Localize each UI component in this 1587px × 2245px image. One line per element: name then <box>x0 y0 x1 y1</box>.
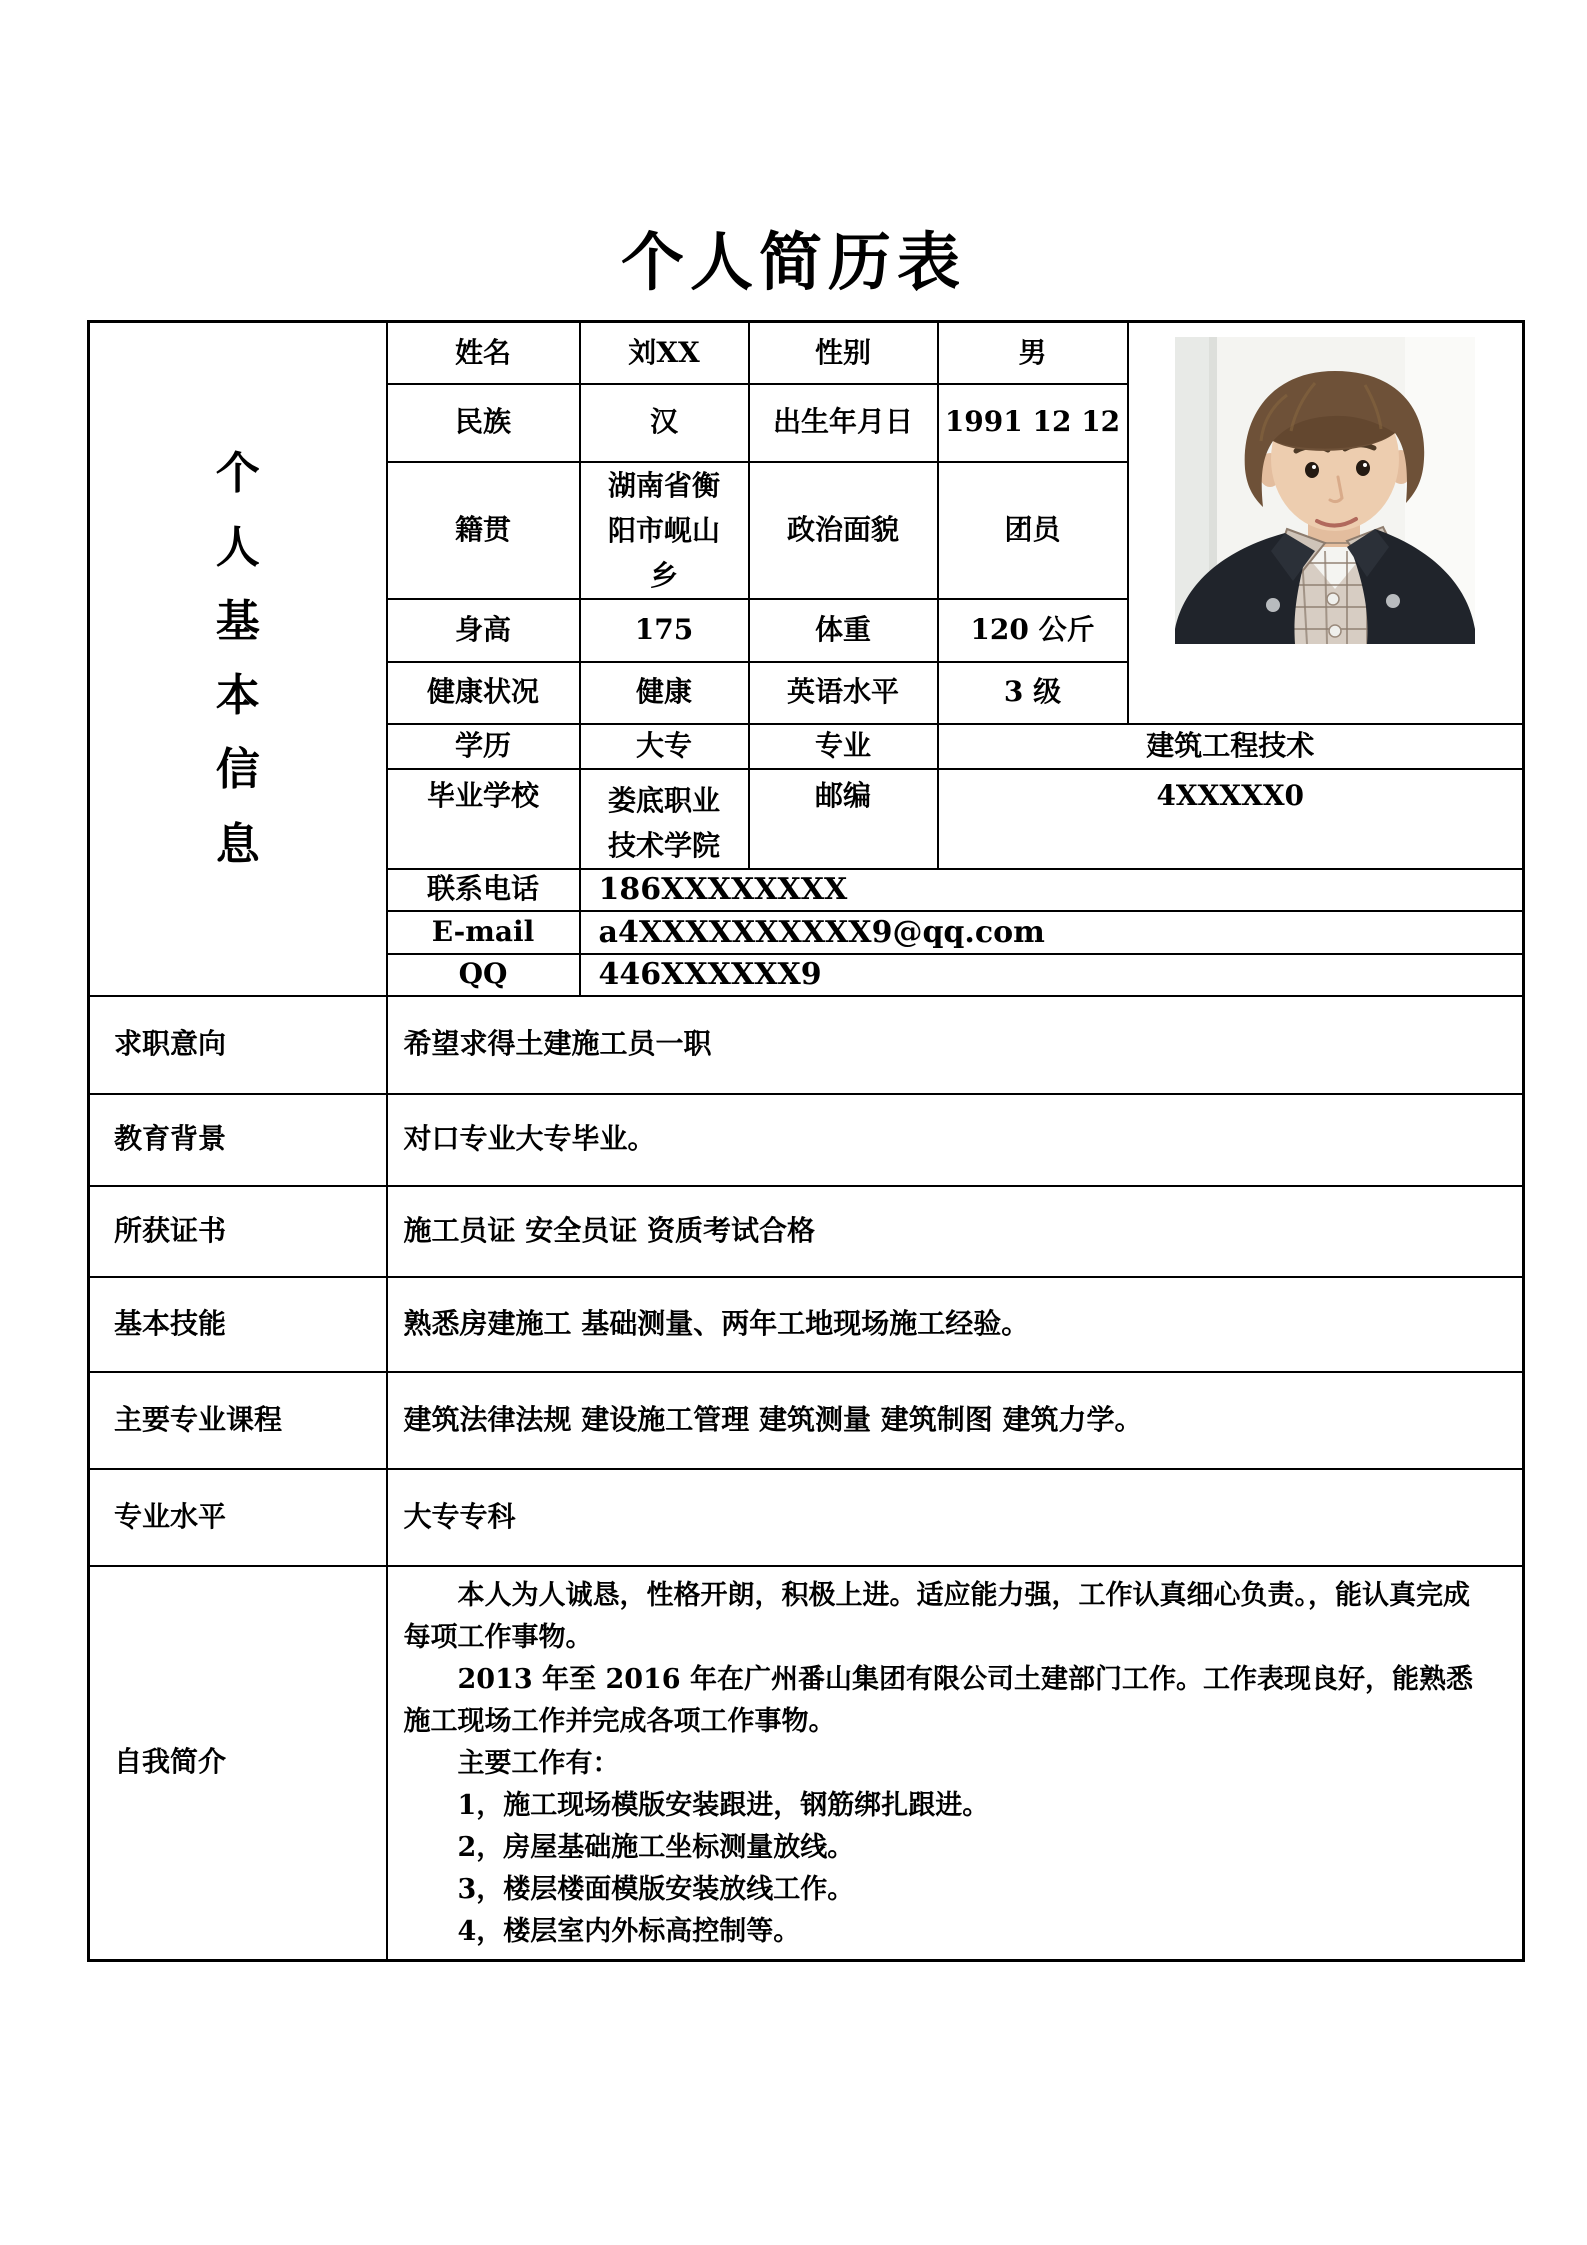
weight-label: 体重 <box>749 599 938 662</box>
major-courses-value: 建筑法律法规 建设施工管理 建筑测量 建筑制图 建筑力学。 <box>387 1372 1524 1469</box>
table-row <box>89 1566 1524 1961</box>
height-value: 175 <box>580 599 749 662</box>
table-row <box>89 322 1524 384</box>
major-label: 专业 <box>749 724 938 769</box>
school-label: 毕业学校 <box>387 769 580 869</box>
profile-paragraph: 主要工作有： <box>457 1747 620 1779</box>
phone-value: 186XXXXXXXX <box>580 869 1524 911</box>
education-label: 学历 <box>387 724 580 769</box>
postcode-value: 4XXXXX0 <box>938 769 1524 869</box>
major-value: 建筑工程技术 <box>938 724 1524 769</box>
table-row <box>89 1372 1524 1469</box>
portrait-photo-icon <box>1175 337 1475 644</box>
basic-skills-label: 基本技能 <box>89 1277 387 1372</box>
table-row <box>89 1186 1524 1277</box>
job-objective-value: 希望求得土建施工员一职 <box>387 996 1524 1094</box>
table-row <box>89 1094 1524 1186</box>
vlabel-char: 人 <box>215 521 260 573</box>
email-label: E-mail <box>387 911 580 954</box>
profile-list-item: 2，房屋基础施工坐标测量放线。 <box>457 1831 855 1863</box>
photo-cell <box>1128 322 1524 724</box>
education-background-label: 教育背景 <box>89 1094 387 1186</box>
table-row <box>89 1469 1524 1566</box>
health-value: 健康 <box>580 662 749 724</box>
table-row <box>89 996 1524 1094</box>
certificates-value: 施工员证 安全员证 资质考试合格 <box>387 1186 1524 1277</box>
basic-info-section-label <box>89 322 387 996</box>
vlabel-char: 基 <box>215 596 260 648</box>
profile-paragraph: 2013 年至 2016 年在广州番山集团有限公司土建部门工作。工作表现良好，能熟悉施工现场工作并完成各项工作事物。 <box>403 1663 1473 1737</box>
postcode-label: 邮编 <box>749 769 938 869</box>
profile-list-item: 1，施工现场模版安装跟进，钢筋绑扎跟进。 <box>457 1789 990 1821</box>
profile-list-item: 3，楼层楼面模版安装放线工作。 <box>457 1873 855 1905</box>
birthdate-value: 1991 12 12 <box>938 384 1128 462</box>
resume-table <box>87 320 1525 1962</box>
self-introduction-content <box>387 1566 1524 1961</box>
vlabel-char: 信 <box>215 744 260 796</box>
self-introduction-label: 自我简介 <box>89 1566 387 1961</box>
hometown-value: 湖南省衡阳市岘山乡 <box>580 462 749 599</box>
english-level-label: 英语水平 <box>749 662 938 724</box>
gender-label: 性别 <box>749 322 938 384</box>
certificates-label: 所获证书 <box>89 1186 387 1277</box>
political-status-value: 团员 <box>938 462 1128 599</box>
weight-value: 120 公斤 <box>938 599 1128 662</box>
hometown-label: 籍贯 <box>387 462 580 599</box>
basic-skills-value: 熟悉房建施工 基础测量、两年工地现场施工经验。 <box>387 1277 1524 1372</box>
profile-paragraph: 本人为人诚恳，性格开朗，积极上进。适应能力强，工作认真细心负责。，能认真完成每项工作事物。 <box>403 1579 1470 1653</box>
major-courses-label: 主要专业课程 <box>89 1372 387 1469</box>
political-status-label: 政治面貌 <box>749 462 938 599</box>
health-label: 健康状况 <box>387 662 580 724</box>
job-objective-label: 求职意向 <box>89 996 387 1094</box>
ethnicity-value: 汉 <box>580 384 749 462</box>
birthdate-label: 出生年月日 <box>749 384 938 462</box>
vlabel-char: 个 <box>215 447 260 499</box>
name-label: 姓名 <box>387 322 580 384</box>
profile-list-item: 4，楼层室内外标高控制等。 <box>457 1915 801 1947</box>
qq-label: QQ <box>387 954 580 996</box>
ethnicity-label: 民族 <box>387 384 580 462</box>
email-value: a4XXXXXXXXXX9@qq.com <box>580 911 1524 954</box>
education-value: 大专 <box>580 724 749 769</box>
gender-value: 男 <box>938 322 1128 384</box>
vlabel-char: 本 <box>215 670 260 722</box>
basic-info-vertical-label <box>90 445 386 873</box>
professional-level-value: 大专专科 <box>387 1469 1524 1566</box>
table-row <box>89 1277 1524 1372</box>
page-title: 个人简历表 <box>621 225 966 299</box>
height-label: 身高 <box>387 599 580 662</box>
qq-value: 446XXXXXX9 <box>580 954 1524 996</box>
vlabel-char: 息 <box>215 818 260 870</box>
professional-level-label: 专业水平 <box>89 1469 387 1566</box>
english-level-value: 3 级 <box>938 662 1128 724</box>
education-background-value: 对口专业大专毕业。 <box>387 1094 1524 1186</box>
name-value: 刘XX <box>580 322 749 384</box>
phone-label: 联系电话 <box>387 869 580 911</box>
school-value: 娄底职业技术学院 <box>580 769 749 869</box>
